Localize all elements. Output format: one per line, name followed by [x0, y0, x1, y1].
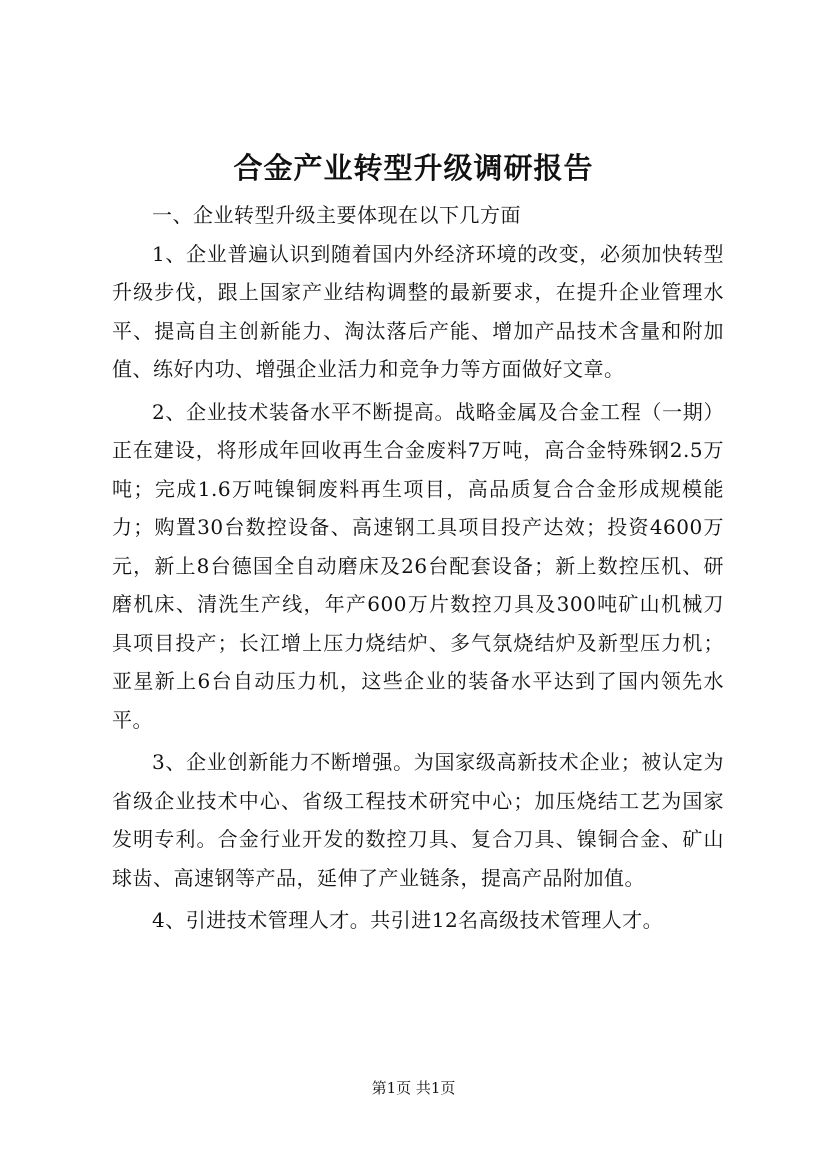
document-body: [112, 196, 724, 940]
paragraph-4: 4、引进技术管理人才。共引进12名高级技术管理人才。: [152, 908, 664, 932]
paragraph-3: 3、企业创新能力不断增强。为国家级高新技术企业；被认定为省级企业技术中心、省级工程技术研究中心；加压烧结工艺为国家发明专利。合金行业开发的数控刀具、复合刀具、镍铜合金、矿山球齿、高速钢等产品，延伸了产业链条，提高产品附加值。: [112, 750, 724, 890]
paragraph-1: 1、企业普遍认识到随着国内外经济环境的改变，必须加快转型升级步伐，跟上国家产业结构调整的最新要求，在提升企业管理水平、提高自主创新能力、淘汰落后产能、增加产品技术含量和附加值、练好内功、增强企业活力和竞争力等方面做好文章。: [112, 241, 724, 381]
paragraph-2: 2、企业技术装备水平不断提高。战略金属及合金工程（一期）正在建设，将形成年回收再生合金废料7万吨，高合金特殊钢2.5万吨；完成1.6万吨镍铜废料再生项目，高品质复合合金形成规模能力；购置30台数控设备、高速钢工具项目投产达效；投资4600万元，新上8台德国全自动磨床及26台配套设备；新上数控压机、研磨机床、清洗生产线，年产600万片数控刀具及300吨矿山机械刀具项目投产；长江增上压力烧结炉、多气氛烧结炉及新型压力机；亚星新上6台自动压力机，这些企业的装备水平达到了国内领先水平。: [112, 399, 724, 732]
document-title: 合金产业转型升级调研报告: [233, 151, 594, 185]
page-footer: 第1页 共1页: [371, 1079, 456, 1097]
section-heading: 一、企业转型升级主要体现在以下几方面: [152, 203, 521, 227]
